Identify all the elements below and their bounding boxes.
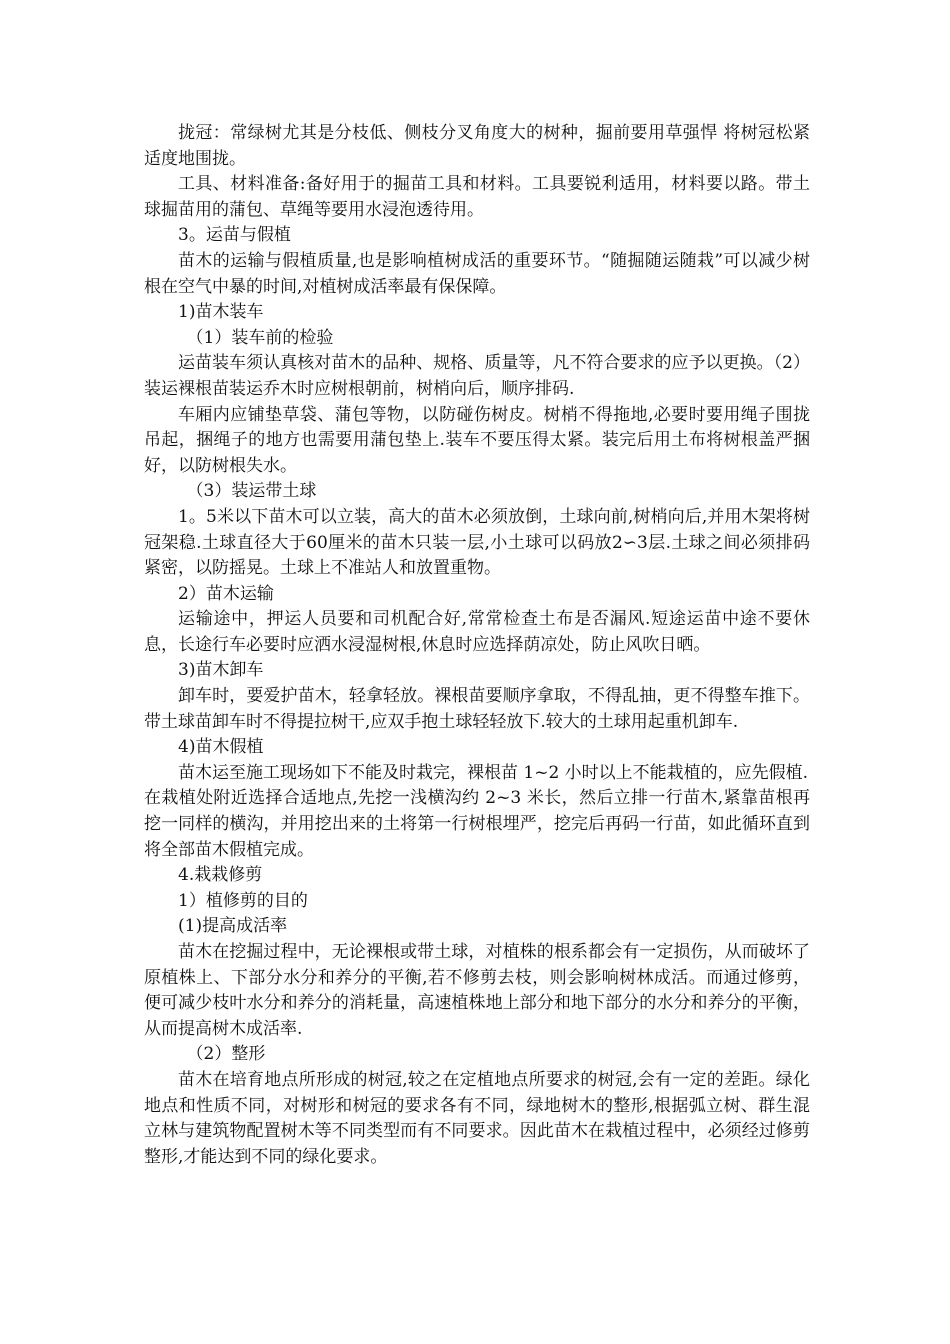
paragraph-soil-ball: 1。5米以下苗木可以立装，高大的苗木必须放倒，土球向前,树梢向后,并用木架将树冠架稳.土球直径大于60厘米的苗木只装一层,小土球可以码放2∽3层.土球之间必须排码紧密，以防摇晃。土球上不准站人和放置重物。 — [144, 506, 810, 579]
subheading-pruning-purpose: 1）植修剪的目的 — [178, 890, 308, 911]
paragraph-trench-method: 在栽植处附近选择合适地点,先挖一浅横沟约 2~3 米长，然后立排一行苗木,紧靠苗根再挖一同样的横沟，并用挖出来的土将第一行树根埋严，挖完后再码一行苗，如此循环直到将全部苗木假植完成。 — [144, 788, 810, 860]
paragraph-truck-bed: 车厢内应铺垫草袋、蒲包等物，以防碰伤树皮。树梢不得拖地,必要时要用绳子围拢吊起，捆绳子的地方也需要用蒲包垫上.装车不要压得太紧。装完后用土布将树根盖严捆好，以防树根失水。 — [144, 404, 810, 476]
section-heading-transport: 3。运苗与假植 — [178, 225, 291, 246]
paragraph-tools-materials: 工具、材料准备:备好用于的掘苗工具和材料。工具要锐利适用，材料要以路。带土球掘苗用的蒲包、草绳等要用水浸泡透待用。 — [144, 174, 810, 220]
subheading-soil-ball: （3）装运带土球 — [186, 481, 317, 502]
subheading-inspection: （1）装车前的检验 — [186, 327, 334, 348]
document-body — [144, 121, 810, 1170]
section-heading-pruning: 4.栽栽修剪 — [178, 865, 263, 886]
paragraph-heeling-in: 苗木运至施工现场如下不能及时栽完，裸根苗 1~2 小时以上不能栽植的，应先假植. — [178, 762, 809, 783]
paragraph-shaping: 苗木在培育地点所形成的树冠,较之在定植地点所要求的树冠,会有一定的差距。绿化地点和性质不同，对树形和树冠的要求各有不同，绿地树木的整形,根据弧立树、群生混立林与建筑物配置树木等不同类型而有不同要求。因此苗木在栽植过程中，必须经过修剪整形,才能达到不同的绿化要求。 — [144, 1069, 810, 1167]
paragraph-crown-binding: 拢冠：常绿树尤其是分枝低、侧枝分叉角度大的树种，掘前要用草强悍 将树冠松紧适度地围拢。 — [144, 123, 810, 169]
subheading-shaping: （2）整形 — [186, 1044, 266, 1065]
paragraph-inspection: 运苗装车须认真核对苗木的品种、规格、质量等，凡不符合要求的应予以更换。（2）装运裸根苗装运乔木时应树根朝前，树梢向后，顺序排码. — [144, 353, 810, 399]
subheading-heeling-in: 4)苗木假植 — [178, 737, 264, 758]
paragraph-unloading: 卸车时，要爱护苗木，轻拿轻放。裸根苗要顺序拿取，不得乱抽，更不得整车推下。带土球苗卸车时不得提拉树干,应双手抱土球轻轻放下.较大的土球用起重机卸车. — [144, 686, 810, 732]
paragraph-shipping: 运输途中，押运人员要和司机配合好,常常检查土布是否漏风.短途运苗中途不要休息，长途行车必要时应洒水浸湿树根,休息时应选择荫凉处，防止风吹日晒。 — [144, 609, 810, 655]
subheading-loading: 1)苗木装车 — [178, 302, 264, 323]
subheading-unloading: 3)苗木卸车 — [178, 660, 264, 681]
subheading-survival-rate: (1)提高成活率 — [178, 916, 288, 937]
paragraph-survival-rate: 苗木在挖掘过程中，无论裸根或带土球，对植株的根系都会有一定损伤，从而破坏了原植株上、下部分水分和养分的平衡,若不修剪去枝，则会影响树林成活。而通过修剪，便可减少枝叶水分和养分的消耗量，高速植株地上部分和地下部分的水分和养分的平衡，从而提高树木成活率. — [144, 942, 810, 1039]
paragraph-transport-intro: 苗木的运输与假植质量,也是影响植树成活的重要环节。“随掘随运随栽”可以减少树根在空气中暴的时间,对植树成活率最有保保障。 — [144, 250, 810, 297]
subheading-shipping: 2）苗木运输 — [178, 583, 274, 604]
